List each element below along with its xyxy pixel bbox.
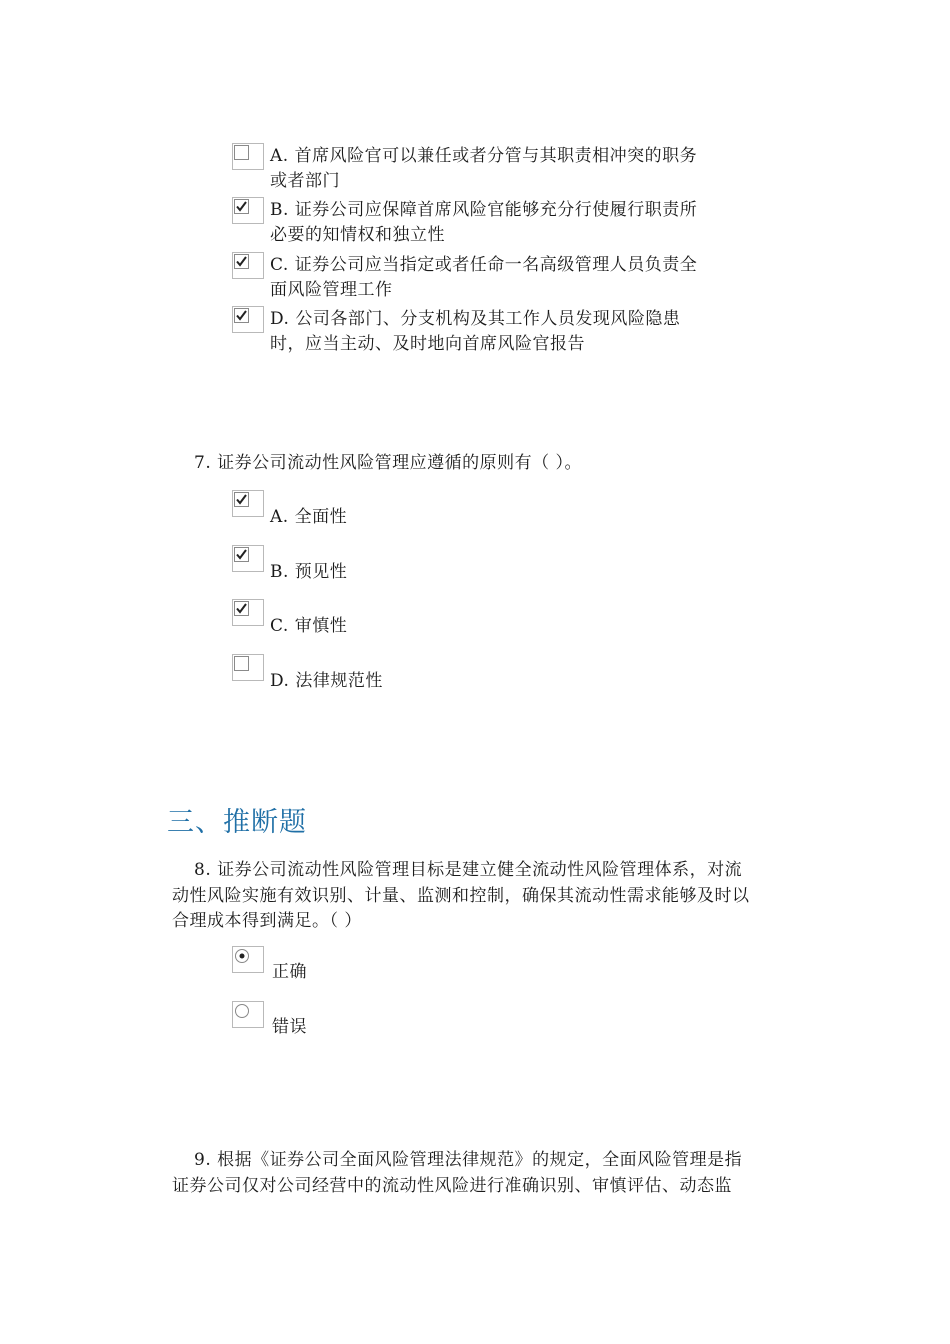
q6-option-d-line2: 时，应当主动、及时地向首席风险官报告 (270, 334, 585, 354)
q6-option-c-line2: 面风险管理工作 (270, 280, 393, 300)
q7-question: 7. 证券公司流动性风险管理应遵循的原则有（ ）。 (194, 453, 583, 473)
q6-option-a-line1: A. 首席风险官可以兼任或者分管与其职责相冲突的职务 (270, 146, 698, 166)
radio-unselected-icon (234, 1003, 249, 1018)
q9-line2: 证券公司仅对公司经营中的流动性风险进行准确识别、审慎评估、动态监 (172, 1176, 732, 1196)
q6-option-d-line1: D. 公司各部门、分支机构及其工作人员发现风险隐患 (270, 309, 681, 329)
q6-option-d-checkbox[interactable] (232, 306, 264, 333)
q6-option-b-line1: B. 证券公司应保障首席风险官能够充分行使履行职责所 (270, 200, 698, 220)
q7-option-b-checkbox[interactable] (232, 545, 264, 572)
q6-option-a-checkbox[interactable] (232, 143, 264, 170)
q7-option-a-checkbox[interactable] (232, 490, 264, 517)
checkmark-icon (234, 601, 249, 616)
checkbox-icon (234, 145, 249, 160)
q7-option-c-checkbox[interactable] (232, 599, 264, 626)
q7-option-c-label: C. 审慎性 (270, 616, 348, 636)
checkmark-icon (234, 492, 249, 507)
checkmark-icon (234, 547, 249, 562)
section-title: 三、推断题 (167, 807, 307, 838)
q6-option-b-checkbox[interactable] (232, 197, 264, 224)
q8-option-true-radio[interactable] (232, 946, 264, 973)
q8-option-true-label: 正确 (272, 962, 307, 982)
q8-line3: 合理成本得到满足。（ ） (172, 911, 362, 931)
radio-selected-icon (234, 948, 249, 963)
q6-option-c-line1: C. 证券公司应当指定或者任命一名高级管理人员负责全 (270, 255, 698, 275)
checkbox-icon (234, 656, 249, 671)
q8-line2: 动性风险实施有效识别、计量、监测和控制，确保其流动性需求能够及时以 (172, 886, 750, 906)
checkmark-icon (234, 254, 249, 269)
q7-option-a-label: A. 全面性 (270, 507, 348, 527)
q6-option-b-line2: 必要的知情权和独立性 (270, 225, 445, 245)
q8-option-false-label: 错误 (272, 1017, 307, 1037)
q7-option-b-label: B. 预见性 (270, 562, 348, 582)
q8-line1: 8. 证券公司流动性风险管理目标是建立健全流动性风险管理体系，对流 (194, 860, 743, 880)
q6-option-a-line2: 或者部门 (270, 171, 340, 191)
checkmark-icon (234, 308, 249, 323)
checkmark-icon (234, 199, 249, 214)
q7-option-d-label: D. 法律规范性 (270, 671, 383, 691)
q9-line1: 9. 根据《证券公司全面风险管理法律规范》的规定，全面风险管理是指 (194, 1150, 743, 1170)
q8-option-false-radio[interactable] (232, 1001, 264, 1028)
q6-option-c-checkbox[interactable] (232, 252, 264, 279)
q7-option-d-checkbox[interactable] (232, 654, 264, 681)
